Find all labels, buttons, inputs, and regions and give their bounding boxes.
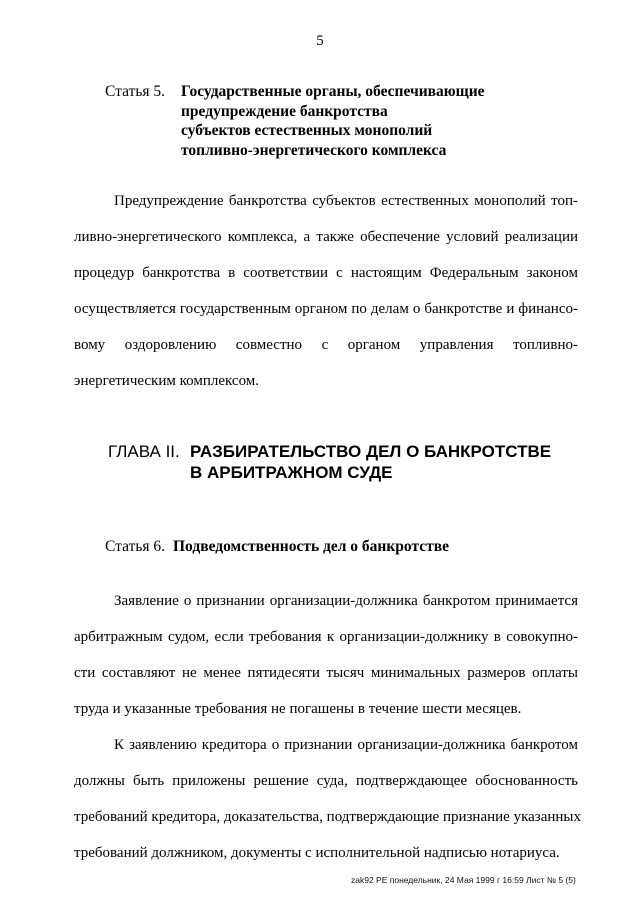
article-5-title-line: субъектов естественных монополий [181,122,433,139]
chapter-2-title-line: В АРБИТРАЖНОМ СУДЕ [190,463,393,482]
paragraph-line: требований должником, документы с исполнительной надписью нотариуса. [74,845,560,861]
article-6-title-line: Подведомственность дел о банкротстве [173,538,450,555]
chapter-2-heading [108,441,551,483]
chapter-2-title [190,441,551,483]
article-6-prefix: Статья 6. [105,538,166,555]
article-5-heading [105,82,485,160]
article-6-heading [105,537,449,557]
article-5-title [181,82,485,160]
paragraph-line: энергетическим комплексом. [74,373,260,389]
footer-meta: zak92 PE понедельник, 24 Мая 1999 г 16:59 Лист № 5 (5) [351,875,576,885]
article-5-title-line: топливно-энергетического комплекса [181,141,447,159]
chapter-2-title-line: РАЗБИРАТЕЛЬСТВО ДЕЛ О БАНКРОТСТВЕ [190,442,552,461]
paragraph-line: осуществляется государственным органом по делам о банкротстве и финансо- [74,301,578,317]
paragraph-line: должны быть приложены решение суда, подтверждающее обоснованность [74,773,578,789]
article-6-title [173,537,449,557]
paragraph-line: К заявлению кредитора о признании организации-должника банкротом [114,737,578,753]
paragraph-line: вому оздоровлению совместно с органом управления топливно- [74,337,578,353]
paragraph-line: Заявление о признании организации-должника банкротом принимается [114,593,578,609]
paragraph-line: арбитражным судом, если требования к организации-должнику в совокупно- [74,629,578,645]
paragraph-line: процедур банкротства в соответствии с настоящим Федеральным законом [74,265,578,281]
article-5-title-line: предупреждение банкротства [181,102,388,120]
article-5-title-line: Государственные органы, обеспечивающие [181,83,485,100]
page-number: 5 [316,33,324,49]
chapter-2-prefix: ГЛАВА II. [108,442,180,461]
paragraph-line: сти составляют не менее пятидесяти тысяч минимальных размеров оплаты [74,665,578,681]
paragraph-line: требований кредитора, доказательства, подтверждающие признание указанных [74,809,582,825]
paragraph-line: Предупреждение банкротства субъектов естественных монополий топ- [114,193,578,209]
paragraph-line: труда и указанные требования не погашены в течение шести месяцев. [74,701,522,717]
article-5-prefix: Статья 5. [105,83,166,100]
paragraph-line: ливно-энергетического комплекса, а также обеспечение условий реализации [74,229,578,245]
